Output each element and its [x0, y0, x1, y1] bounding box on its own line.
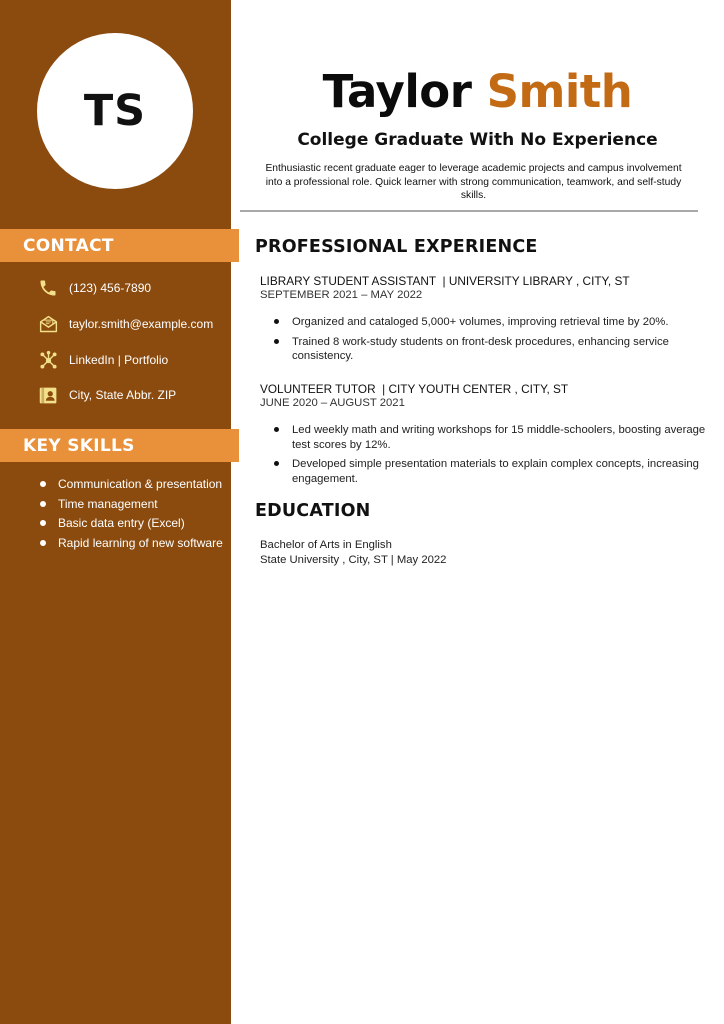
education-heading: EDUCATION	[255, 501, 371, 521]
job-bullet	[274, 457, 714, 486]
address-card-icon	[37, 384, 59, 406]
bullet-text: Developed simple presentation materials to explain complex concepts, increasing engagement.	[292, 458, 699, 485]
contact-item-phone	[37, 277, 151, 299]
skill-label: Rapid learning of new software	[58, 536, 223, 551]
education-school: State University , City, ST | May 2022	[260, 554, 447, 566]
job-dates: JUNE 2020 – AUGUST 2021	[260, 397, 405, 409]
skills-list	[40, 476, 223, 555]
contact-links-text: LinkedIn | Portfolio	[69, 353, 169, 367]
first-name: Taylor	[322, 65, 472, 118]
bullet-text: Organized and cataloged 5,000+ volumes, improving retrieval time by 20%.	[292, 316, 669, 328]
bullet-dot	[40, 540, 46, 546]
contact-item-address	[37, 384, 176, 406]
job-bullet	[274, 315, 714, 330]
phone-icon	[37, 277, 59, 299]
contact-item-email	[37, 313, 213, 335]
skill-label: Basic data entry (Excel)	[58, 516, 185, 531]
job-bullet	[274, 423, 714, 452]
avatar-initials: TS	[83, 86, 147, 136]
education-degree: Bachelor of Arts in English	[260, 539, 392, 551]
skill-item	[40, 515, 223, 535]
skill-label: Time management	[58, 496, 158, 511]
skill-item	[40, 496, 223, 516]
bullet-text: Trained 8 work-study students on front-desk procedures, enhancing service consistency.	[292, 335, 669, 362]
skill-label: Communication & presentation	[58, 477, 223, 491]
contact-heading	[0, 229, 239, 262]
bullet-dot	[274, 427, 279, 432]
job-target-title: College Graduate With No Experience	[297, 130, 658, 150]
contact-address-text: City, State Abbr. ZIP	[69, 388, 177, 402]
bullet-dot	[40, 501, 46, 507]
last-name: Smith	[486, 65, 633, 118]
job-bullets	[274, 315, 714, 369]
profile-summary: Enthusiastic recent graduate eager to leverage academic projects and campus involvement into a professional role. Quick learner with strong communication, teamwork, and self-study skills.	[265, 163, 682, 201]
skills-heading-label: KEY SKILLS	[23, 435, 135, 456]
candidate-name	[231, 62, 724, 122]
header-divider	[240, 210, 698, 212]
skill-item	[40, 476, 223, 496]
contact-phone-text: (123) 456-7890	[69, 281, 152, 295]
contact-heading-label: CONTACT	[23, 235, 114, 256]
bullet-dot	[274, 319, 279, 324]
bullet-dot	[274, 461, 279, 466]
job-bullet	[274, 335, 714, 364]
skills-heading	[0, 429, 239, 462]
network-icon	[37, 349, 59, 371]
bullet-dot	[40, 481, 46, 487]
bullet-dot	[274, 339, 279, 344]
bullet-dot	[40, 520, 46, 526]
bullet-text: Led weekly math and writing workshops for 15 middle-schoolers, boosting average test scores by 12%.	[292, 424, 706, 451]
envelope-icon	[37, 313, 59, 335]
avatar	[37, 33, 193, 189]
skill-item	[40, 535, 223, 555]
job-title-line: VOLUNTEER TUTOR | CITY YOUTH CENTER , CITY, ST	[260, 382, 569, 396]
sidebar	[0, 0, 231, 1024]
contact-item-links	[37, 349, 168, 371]
job-bullets	[274, 423, 714, 491]
experience-heading: PROFESSIONAL EXPERIENCE	[255, 237, 538, 257]
job-title-line: LIBRARY STUDENT ASSISTANT | UNIVERSITY LIBRARY , CITY, ST	[260, 274, 630, 288]
job-dates: SEPTEMBER 2021 – MAY 2022	[260, 289, 423, 301]
contact-email-text: taylor.smith@example.com	[69, 317, 214, 331]
